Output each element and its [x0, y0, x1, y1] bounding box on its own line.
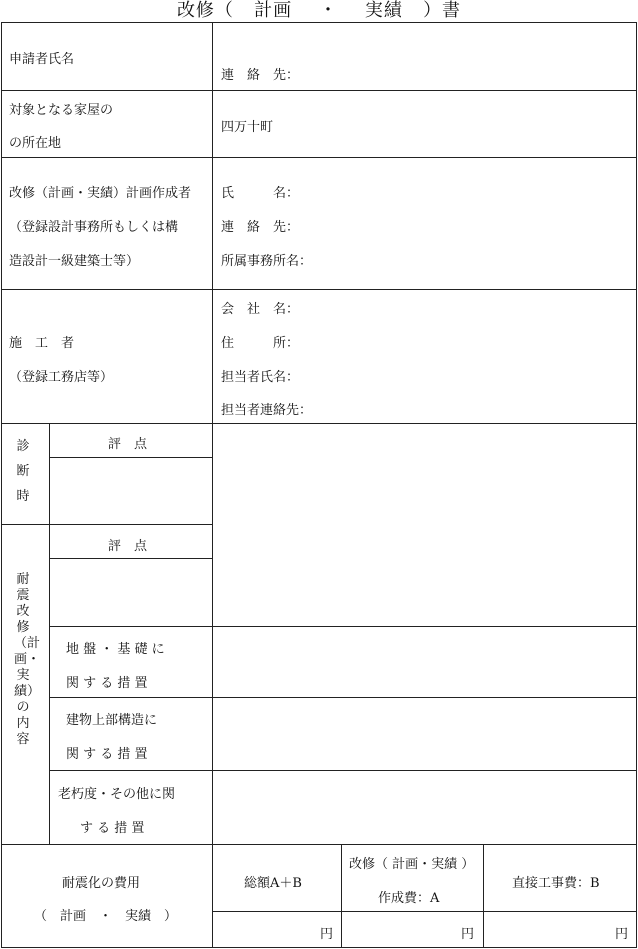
title-prefix: 改修（	[176, 0, 234, 21]
planner-office-label: 所属事務所名：	[221, 254, 313, 269]
planner-label-2: （登録設計事務所もしくは構	[9, 220, 179, 235]
applicant-label: 申請者氏名	[9, 52, 75, 67]
structure-label-1: 建物上部構造に	[66, 713, 158, 728]
aging-label-2: す る 措 置	[80, 821, 145, 836]
contractor-company-label: 会 社 名：	[221, 302, 300, 317]
structure-label-2: 関 す る 措 置	[66, 747, 148, 762]
applicant-contact-label: 連 絡 先：	[221, 68, 300, 83]
cost-label-2: （ 計画 ・ 実績 ）	[34, 909, 178, 924]
title-dot: ・	[319, 0, 338, 21]
contractor-person-contact-label: 担当者連絡先：	[221, 403, 313, 418]
title-plan: 計画	[254, 0, 293, 21]
contractor-address-label: 住 所：	[221, 336, 300, 351]
cost-yen-planfee: 円	[461, 927, 475, 942]
aging-label-1: 老朽度・その他に関	[58, 787, 176, 802]
property-location: 四万十町	[221, 120, 274, 135]
diagnosis-score-label: 評 点	[108, 437, 148, 452]
contractor-person-label: 担当者氏名：	[221, 370, 300, 385]
property-label-2: の所在地	[9, 136, 62, 151]
foundation-label-2: 関 す る 措 置	[66, 676, 148, 691]
foundation-label-1: 地 盤 ・ 基 礎 に	[66, 642, 165, 657]
property-label-1: 対象となる家屋の	[9, 103, 114, 118]
planner-contact-label: 連 絡 先：	[221, 220, 300, 235]
cost-planfee-label-2: 作成費：A	[378, 891, 440, 906]
title-result: 実績	[364, 0, 403, 21]
diagnosis-side-label: 診断時	[16, 439, 30, 504]
cost-yen-construction: 円	[615, 927, 629, 942]
contractor-label-2: （登録工務店等）	[9, 370, 114, 385]
cost-label-1: 耐震化の費用	[62, 876, 141, 891]
retrofit-side-label: 耐震改修（計画・実績）の内容	[14, 572, 41, 747]
cost-planfee-label-1: 改修（ 計画・実績 ）	[349, 857, 475, 872]
planner-label-3: 造設計一級建築士等）	[9, 254, 140, 269]
title-suffix: ）書	[423, 0, 462, 21]
cost-yen-total: 円	[320, 927, 334, 942]
contractor-label-1: 施 工 者	[9, 336, 75, 351]
cost-total-label: 総額A＋B	[244, 876, 302, 891]
retrofit-score-label: 評 点	[108, 539, 148, 554]
outer-border	[2, 23, 637, 948]
cost-construction-label: 直接工事費：B	[512, 876, 600, 891]
planner-label-1: 改修（計画・実績）計画作成者	[9, 186, 192, 201]
planner-name-label: 氏 名：	[221, 186, 300, 201]
